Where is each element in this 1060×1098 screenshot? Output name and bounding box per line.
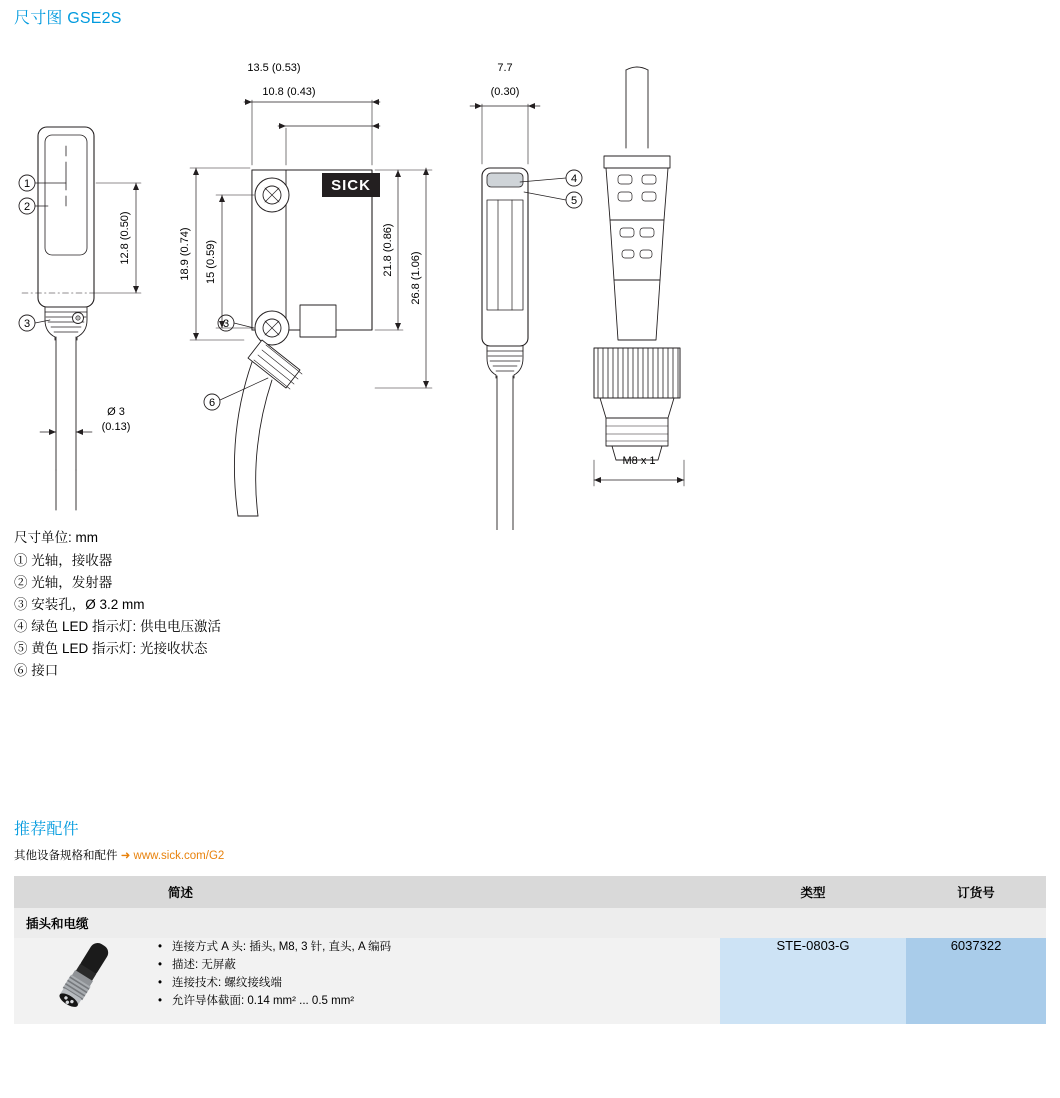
table-row (14, 938, 1046, 1024)
product-image-cell (14, 938, 156, 1024)
dimension-7-7-inch: (0.30) (490, 86, 520, 98)
dimensional-drawing (0, 40, 760, 530)
m8-connector-photo (39, 938, 131, 1012)
accessories-note-text: 其他设备规格和配件 (14, 850, 118, 862)
legend-unit: 尺寸单位: mm (14, 530, 98, 545)
dimension-dia-3-inch: (0.13) (101, 421, 131, 433)
product-order-no-cell: 6037322 (906, 938, 1046, 1024)
callout-5: 5 (570, 195, 578, 207)
dimensional-legend (14, 527, 221, 682)
legend-item-1: ① 光轴，接收器 (14, 553, 113, 568)
legend-item-4: ④ 绿色 LED 指示灯: 供电电压激活 (14, 619, 222, 634)
callout-3-view2: 3 (222, 318, 230, 330)
dimensional-drawing-title: 尺寸图 GSE2S (14, 10, 122, 27)
bullet-1: • 连接方式 A 头: 插头, M8, 3 针, 直头, A 编码 (156, 938, 720, 956)
dimension-21-8: 21.8 (0.86) (382, 223, 394, 277)
table-header-row (14, 876, 1046, 908)
dimension-7-7: 7.7 (497, 62, 513, 74)
arrow-icon: ➜ (120, 850, 131, 862)
dimension-26-8: 26.8 (1.06) (410, 251, 422, 305)
dimension-10-8: 10.8 (0.43) (262, 86, 316, 98)
callout-1: 1 (23, 178, 31, 190)
table-group-row (14, 908, 1046, 938)
description-bullets (156, 938, 720, 1010)
accessories-note (14, 847, 224, 863)
sick-logo: SICK (331, 177, 371, 194)
accessories-title: 推荐配件 (14, 821, 79, 838)
callout-4: 4 (570, 173, 578, 185)
column-header-description: 简述 (156, 876, 720, 908)
dimension-thread-m8: M8 x 1 (622, 455, 656, 467)
dimension-13-5: 13.5 (0.53) (247, 62, 301, 74)
column-header-type: 类型 (720, 876, 906, 908)
legend-item-3: ③ 安装孔，Ø 3.2 mm (14, 597, 145, 612)
group-label-plugs-cables: 插头和电缆 (14, 908, 1046, 938)
callout-2: 2 (23, 201, 31, 213)
sick-g2-link[interactable]: www.sick.com/G2 (133, 850, 225, 862)
dimension-18-9: 18.9 (0.74) (179, 227, 191, 281)
legend-item-5: ⑤ 黄色 LED 指示灯: 光接收状态 (14, 641, 208, 656)
product-description-cell (156, 938, 720, 1024)
bullet-4: • 允许导体截面: 0.14 mm² ... 0.5 mm² (156, 992, 720, 1010)
bullet-2: • 描述: 无屏蔽 (156, 956, 720, 974)
accessories-table (14, 876, 1046, 1024)
bullet-3: • 连接技术: 螺纹接线端 (156, 974, 720, 992)
dimension-15: 15 (0.59) (205, 239, 217, 285)
dimension-12-8: 12.8 (0.50) (119, 211, 131, 265)
legend-item-6: ⑥ 接口 (14, 663, 59, 678)
callout-6: 6 (208, 397, 216, 409)
dimension-dia-3: Ø 3 (107, 406, 125, 418)
callout-3-view1: 3 (23, 318, 31, 330)
column-header-image (14, 876, 156, 908)
product-type-cell: STE-0803-G (720, 938, 906, 1024)
column-header-order-no: 订货号 (906, 876, 1046, 908)
legend-item-2: ② 光轴，发射器 (14, 575, 113, 590)
